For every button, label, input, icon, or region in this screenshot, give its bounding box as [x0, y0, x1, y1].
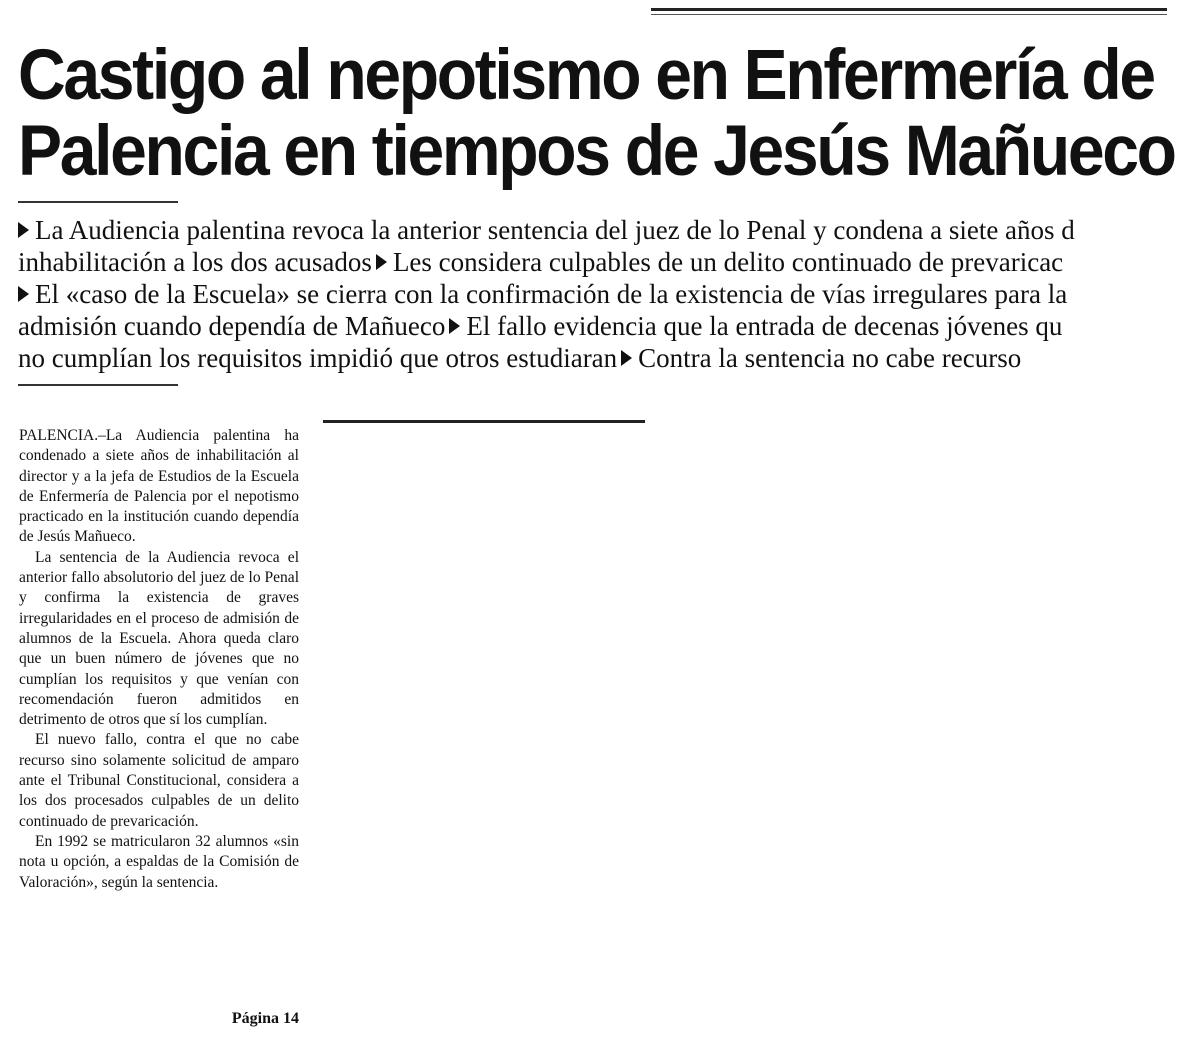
deck-bottom-rule [18, 384, 178, 386]
triangle-bullet-icon [621, 350, 632, 366]
deck-summary [18, 214, 1178, 374]
headline [18, 36, 1175, 191]
deck-line: no cumplían los requisitos impidió que otros estudiaran Contra la sentencia no cabe recurso [18, 343, 1022, 373]
triangle-bullet-icon [376, 254, 387, 270]
deck-line: El «caso de la Escuela» se cierra con la confirmación de la existencia de vías irregulares para la [18, 278, 1178, 310]
top-rule [651, 8, 1167, 11]
column-rule [323, 420, 645, 423]
page-reference: Página 14 [231, 1010, 299, 1027]
body-paragraph: En 1992 se matricularon 32 alumnos «sin nota u opción, a espaldas de la Comisión de Valoración», según la sentencia. [19, 832, 299, 891]
body-paragraph: La sentencia de la Audiencia revoca el anterior fallo absolutorio del juez de lo Penal y confirma la existencia de graves irregularidades en el proceso de admisión de alumnos de la Escuela. Ahora queda claro que un buen número de jóvenes que no cumplían los requisitos y que venían con recomendación fueron admitidos en detrimento de otros que sí los cumplían. [19, 548, 299, 729]
headline-line-1: Castigo al nepotismo en Enfermería de [18, 36, 1154, 115]
top-rule-thin [651, 14, 1167, 15]
deck-top-rule [18, 201, 178, 203]
headline-line-2: Palencia en tiempos de Jesús Mañueco [18, 112, 1175, 191]
triangle-bullet-icon [449, 318, 460, 334]
triangle-bullet-icon [18, 286, 29, 302]
deck-line: inhabilitación a los dos acusados Les considera culpables de un delito continuado de prevaricac [18, 247, 1064, 277]
body-paragraph: PALENCIA.–La Audiencia palentina ha condenado a siete años de inhabilitación al director y a la jefa de Estudios de la Escuela de Enfermería de Palencia por el nepotismo practicado en la institución cuando dependía de Jesús Mañueco. [19, 427, 299, 546]
body-paragraph: El nuevo fallo, contra el que no cabe recurso sino solamente solicitud de amparo ante el Tribunal Constitucional, considera a los dos procesados culpables de un delito continuado de prevaricación. [19, 731, 299, 830]
deck-line: La Audiencia palentina revoca la anterior sentencia del juez de lo Penal y condena a siete años d [18, 214, 1178, 246]
deck-line: admisión cuando dependía de Mañueco El fallo evidencia que la entrada de decenas jóvenes qu [18, 311, 1063, 341]
triangle-bullet-icon [18, 222, 29, 238]
article-body [19, 426, 299, 893]
